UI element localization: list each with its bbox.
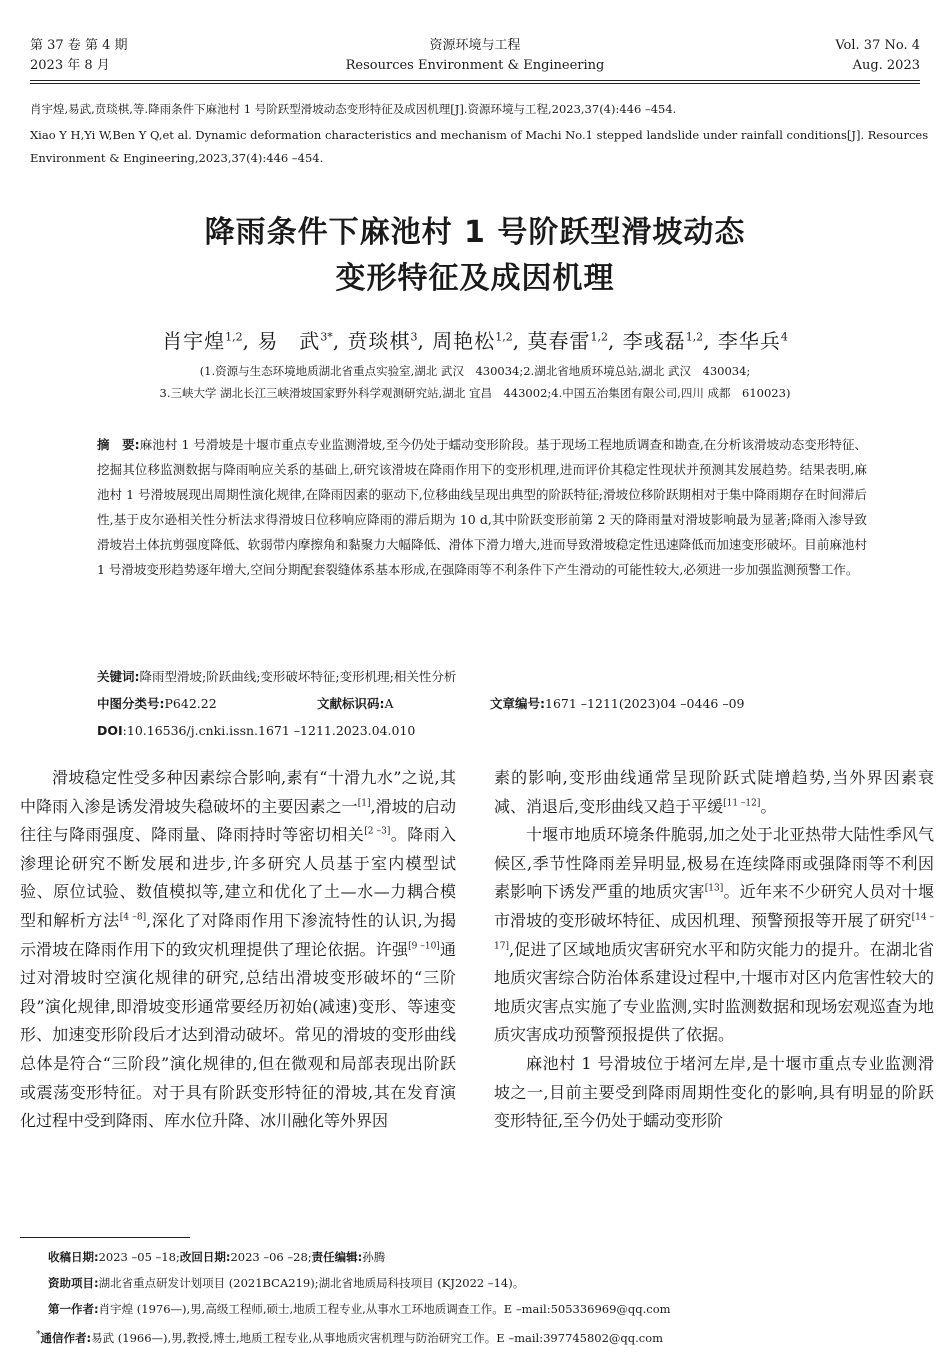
- doc-code-label: 文献标识码:: [317, 696, 385, 711]
- author: 莫春雷$^{1,2}$: [527, 328, 608, 353]
- keywords-label: 关键词:: [97, 669, 140, 684]
- doi: [97, 718, 877, 744]
- header-rule: [30, 80, 920, 81]
- abstract: [97, 432, 867, 582]
- author-list: 肖宇煌$^{1,2}$, 易 武$^{3*}$, 贲琰棋$^3$, 周艳松$^{1,2}$, 莫春雷$^{1,2}$, 李彧磊$^{1,2}$, 李华兵$^4$: [162, 328, 788, 353]
- author: 李华兵$^4$: [717, 328, 788, 353]
- body-paragraph: 十堰市地质环境条件脆弱,加之处于北亚热带大陆性季风气候区,季节性降雨差异明显,极易在连续降雨或强降雨等不利因素影响下诱发严重的地质灾害[13]。近年来不少研究人员对十堰市滑坡的变形破坏特征、成因机理、预警预报等开展了研究[14 –17],促进了区域地质灾害研究水平和防灾能力的提升。在湖北省地质灾害综合防治体系建设过程中,十堰市对区内危害性较大的地质灾害点实施了专业监测,实时监测数据和现场宏观巡查为地质灾害成功预警预报提供了依据。: [494, 825, 934, 1045]
- date-cn: 2023 年 8 月: [30, 58, 110, 73]
- author: 李彧磊$^{1,2}$: [622, 328, 704, 353]
- citation-ref: [4 –8]: [119, 912, 147, 923]
- journal-cn: 资源环境与工程: [429, 38, 521, 53]
- citation-ref: [1]: [357, 798, 371, 809]
- affiliation-line-2: 3.三峡大学 湖北长江三峡滑坡国家野外科学观测研究站,湖北 宜昌 443002;4.中国五冶集团有限公司,四川 成都 610023): [159, 386, 791, 400]
- doc-code-value: A: [384, 696, 394, 711]
- body-column-right: [494, 764, 934, 1136]
- author: 周艳松$^{1,2}$: [432, 328, 513, 353]
- citation-ref: [2 –3]: [364, 826, 391, 837]
- doi-value: :10.16536/j.cnki.issn.1671 –1211.2023.04.010: [122, 723, 416, 738]
- title-line-2: 变形特征及成因机理: [335, 261, 615, 296]
- article-number-value: 1671 –1211(2023)04 –0446 –09: [545, 696, 745, 711]
- citation-block: [30, 96, 930, 171]
- footnote-first-author: 第一作者:肖宇煌 (1976—),男,高级工程师,硕士,地质工程专业,从事水工环地质调查工作。E –mail:505336969@qq.com: [48, 1302, 671, 1316]
- header-rule-2: [30, 83, 920, 84]
- citation-ref: [13]: [704, 884, 724, 895]
- citation-cn: 肖宇煌,易武,贲琰棋,等.降雨条件下麻池村 1 号阶跃型滑坡动态变形特征及成因机理[J].资源环境与工程,2023,37(4):446 –454.: [30, 102, 677, 116]
- header-right: [835, 36, 920, 76]
- citation-en-1: Xiao Y H,Yi W,Ben Y Q,et al. Dynamic deformation characteristics and mechanism of Machi No.1 stepped landslide under rainfall conditions[J]. Resources: [30, 128, 929, 142]
- citation-ref: [9 –10]: [408, 941, 440, 952]
- keywords-text: 降雨型滑坡;阶跃曲线;变形破坏特征;变形机理;相关性分析: [139, 669, 457, 684]
- abstract-label: 摘 要:: [97, 437, 140, 452]
- affiliations: [0, 360, 950, 404]
- body-column-left: [20, 764, 456, 1136]
- citation-en-2: Environment & Engineering,2023,37(4):446 –454.: [30, 151, 324, 165]
- corresponding-mark: *: [36, 1330, 41, 1340]
- citation-ref: [11 –12]: [723, 798, 761, 809]
- title-line-1: 降雨条件下麻池村 1 号阶跃型滑坡动态: [204, 215, 746, 250]
- author: 易 武$^{3*}$: [257, 328, 333, 353]
- clc-value: P642.22: [164, 696, 217, 711]
- body-paragraph: 素的影响,变形曲线通常呈现阶跃式陡增趋势,当外界因素衰减、消退后,变形曲线又趋于平缓[11 –12]。: [494, 768, 934, 816]
- body-paragraph: 滑坡稳定性受多种因素综合影响,素有“十滑九水”之说,其中降雨入渗是诱发滑坡失稳破坏的主要因素之一[1],滑坡的启动往往与降雨强度、降雨量、降雨持时等密切相关[2 –3]。降雨入渗理论研究不断发展和进步,许多研究人员基于室内模型试验、原位试验、数值模拟等,建立和优化了土—水—力耦合模型和解析方法[4 –8],深化了对降雨作用下渗流特性的认识,为揭示滑坡在降雨作用下的致灾机理提供了理论依据。许强[9 –10]通过对滑坡时空演化规律的研究,总结出滑坡变形破坏的“三阶段”演化规律,即滑坡变形通常要经历初始(减速)变形、等速变形、加速变形阶段后才达到滑动破坏。常见的滑坡的变形曲线总体是符合“三阶段”演化规律的,但在微观和局部表现出阶跃或震荡变形特征。对于具有阶跃变形特征的滑坡,其在发育演化过程中受到降雨、库水位升降、冰川融化等外界因: [20, 768, 456, 1131]
- article-title: [0, 210, 950, 302]
- citation-ref: [14 –17]: [494, 912, 934, 952]
- footnote-corresponding-author: *通信作者:易武 (1966—),男,教授,博士,地质工程专业,从事地质灾害机理与防治研究工作。E –mail:397745802@qq.com: [36, 1330, 664, 1345]
- footnote-funding: 资助项目:湖北省重点研发计划项目 (2021BCA219);湖北省地质局科技项目 (KJ2022 –14)。: [48, 1276, 525, 1290]
- author: 肖宇煌$^{1,2}$: [162, 328, 243, 353]
- keywords: [97, 664, 877, 690]
- affiliation-line-1: (1.资源与生态环境地质湖北省重点实验室,湖北 武汉 430034;2.湖北省地质环境总站,湖北 武汉 430034;: [199, 364, 751, 378]
- footnote-dates: 收稿日期:2023 –05 –18;改回日期:2023 –06 –28;责任编辑:孙腾: [48, 1250, 386, 1264]
- date-en: Aug. 2023: [852, 58, 920, 73]
- author: 贲琰棋$^3$: [347, 328, 418, 353]
- journal-en: Resources Environment & Engineering: [345, 58, 605, 73]
- article-number-label: 文章编号:: [490, 696, 545, 711]
- volume-en: Vol. 37 No. 4: [835, 38, 920, 53]
- footnote-rule: [20, 1237, 190, 1238]
- body-paragraph: 麻池村 1 号滑坡位于堵河左岸,是十堰市重点专业监测滑坡之一,目前主要受到降雨周期性变化的影响,具有明显的阶跃变形特征,至今仍处于蠕动变形阶: [494, 1053, 934, 1131]
- doi-label: DOI: [97, 723, 123, 738]
- header-center: [0, 36, 950, 76]
- footnotes: [30, 1244, 920, 1351]
- volume-cn: 第 37 卷 第 4 期: [30, 38, 128, 53]
- clc-label: 中图分类号:: [97, 696, 165, 711]
- abstract-text: 麻池村 1 号滑坡是十堰市重点专业监测滑坡,至今仍处于蠕动变形阶段。基于现场工程地质调查和勘查,在分析该滑坡动态变形特征、挖掘其位移监测数据与降雨响应关系的基础上,研究该滑坡在降雨作用下的变形机理,进而评价其稳定性现状并预测其发展趋势。结果表明,麻池村 1 号滑坡展现出周期性演化规律,在降雨因素的驱动下,位移曲线呈现出典型的阶跃特征;滑坡位移阶跃期相对于集中降雨期存在时间滞后性,基于皮尔逊相关性分析法求得滑坡日位移响应降雨的滞后期为 10 d,其中阶跃变形前第 2 天的降雨量对滑坡影响最为显著;降雨入渗导致滑坡岩土体抗剪强度降低、软弱带内摩擦角和黏聚力大幅降低、滑体下滑力增大,进而导致滑坡稳定性迅速降低而加速变形破坏。目前麻池村 1 号滑坡变形趋势逐年增大,空间分期配套裂缝体系基本形成,在强降雨等不利条件下产生滑动的可能性较大,必须进一步加强监测预警工作。: [97, 437, 868, 577]
